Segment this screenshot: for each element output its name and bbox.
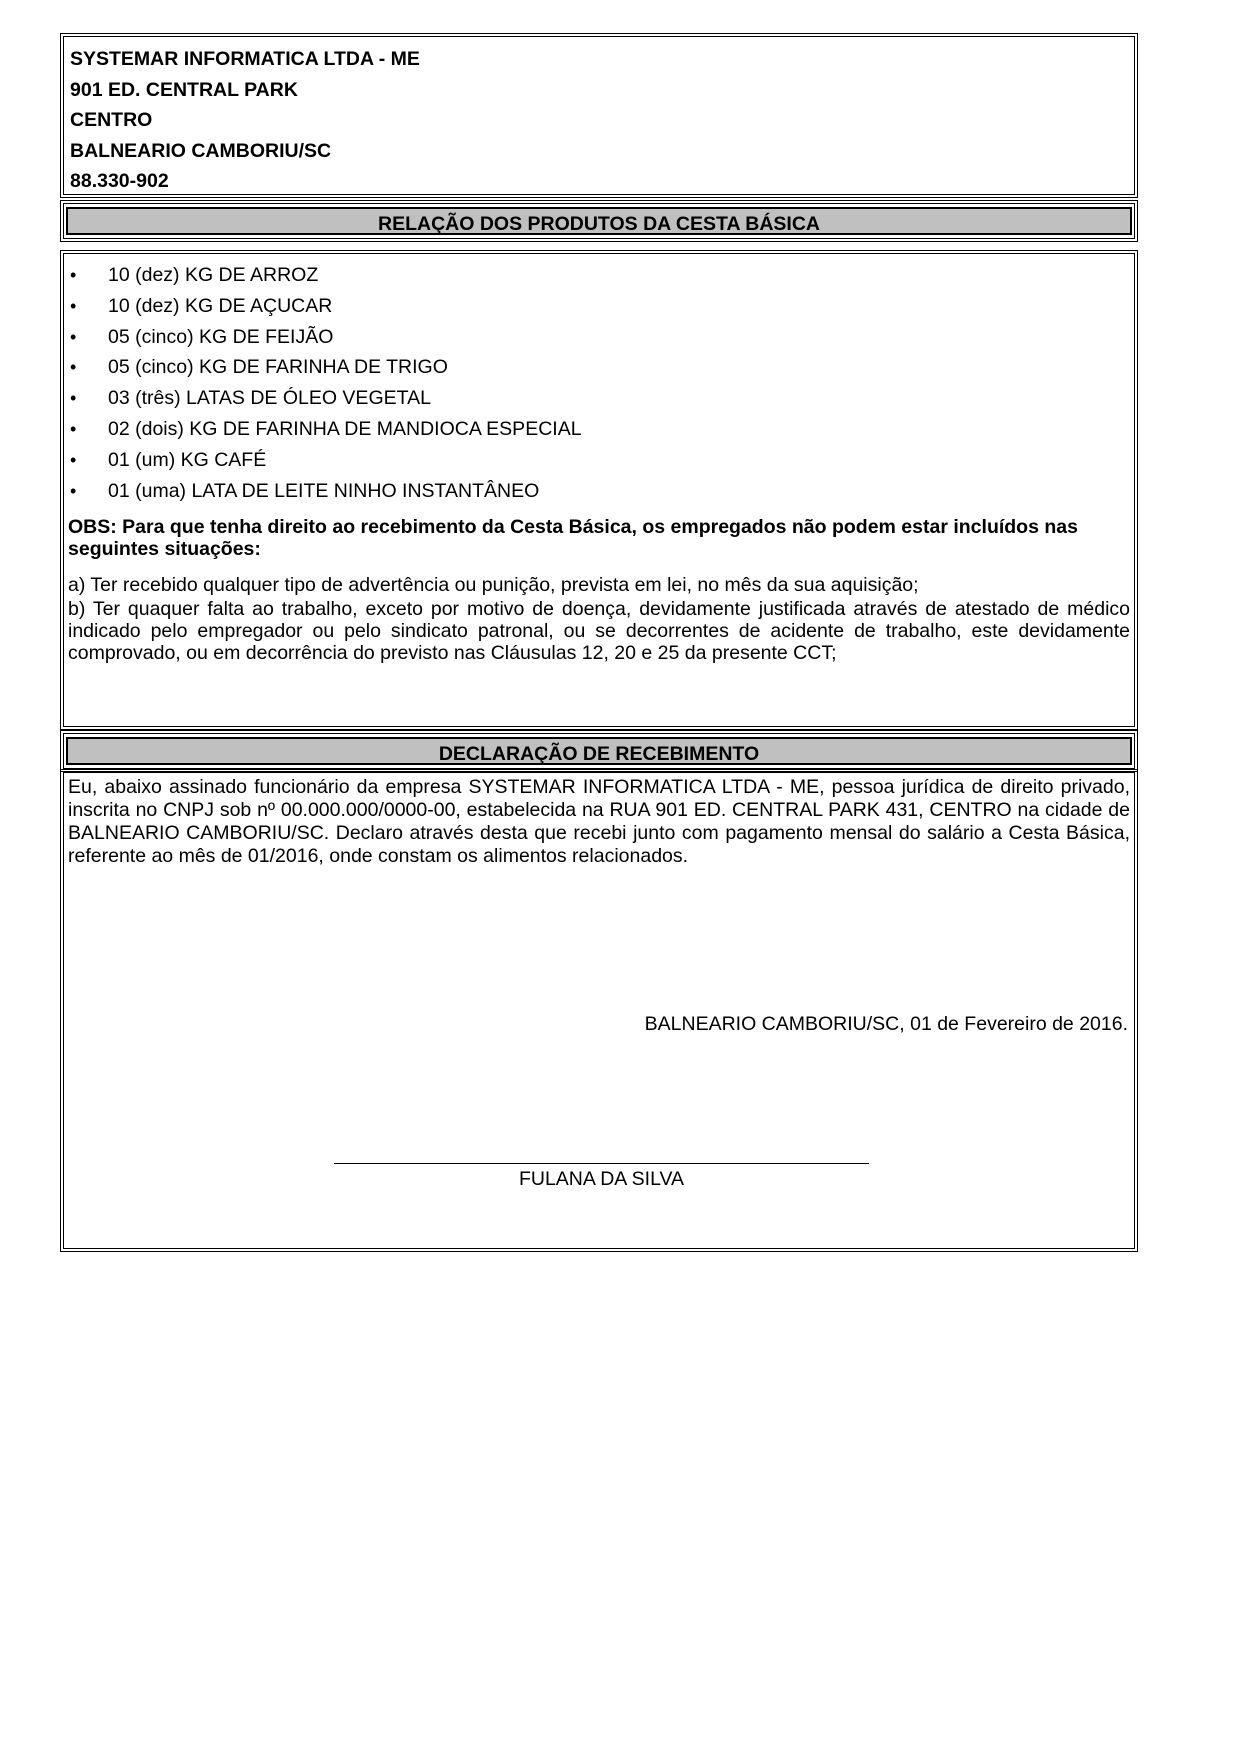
declaration-section [60,769,1138,1252]
products-section [60,250,1138,730]
bullet-icon: • [70,388,77,409]
clause-b: b) Ter quaquer falta ao trabalho, exceto por motivo de doença, devidamente justificada através de atestado de médico indicado pelo empregador ou pelo sindicato patronal, ou se decorrentes de acidente de trabalho, este devidamente comprovado, ou em decorrência do previsto nas Cláusulas 12, 20 e 25 da presente CCT; [68,598,1130,665]
list-item [68,352,1130,383]
bullet-icon: • [70,295,77,316]
bullet-icon: • [70,449,77,470]
list-item [68,445,1130,476]
signature-line [334,1163,869,1164]
product-label: 05 (cinco) KG DE FARINHA DE TRIGO [108,356,448,379]
clause-a: a) Ter recebido qualquer tipo de advertência ou punição, prevista em lei, no mês da sua aquisição; [68,574,919,597]
products-title: RELAÇÃO DOS PRODUTOS DA CESTA BÁSICA [66,207,1132,235]
bullet-icon: • [70,326,77,347]
product-label: 01 (um) KG CAFÉ [108,448,267,471]
product-label: 02 (dois) KG DE FARINHA DE MANDIOCA ESPECIAL [108,417,582,440]
list-item [68,260,1130,291]
company-address: 901 ED. CENTRAL PARK [70,78,298,101]
product-label: 10 (dez) KG DE ARROZ [108,264,319,286]
company-header [60,33,1138,198]
company-district: CENTRO [70,109,153,131]
clauses [68,574,1130,664]
bullet-icon: • [70,265,77,285]
product-label: 10 (dez) KG DE AÇUCAR [108,294,333,317]
declaration-section-header [60,730,1138,772]
product-label: 05 (cinco) KG DE FEIJÃO [108,325,334,348]
list-item [68,291,1130,322]
signer-name: FULANA DA SILVA [518,1168,685,1190]
list-item [68,414,1130,445]
bullet-icon: • [70,418,77,439]
place-date: BALNEARIO CAMBORIU/SC, 01 de Fevereiro de 2016. [644,1013,1128,1035]
product-label: 03 (três) LATAS DE ÓLEO VEGETAL [108,387,431,410]
bullet-icon: • [70,480,77,501]
declaration-text: Eu, abaixo assinado funcionário da empresa SYSTEMAR INFORMATICA LTDA - ME, pessoa jurídica de direito privado, inscrita no CNPJ sob nº 00.000.000/0000-00, estabelecida na RUA 901 ED. CENTRAL PARK 431, CENTRO na cidade de BALNEARIO CAMBORIU/SC. Declaro através desta que recebi junto com pagamento mensal do salário a Cesta Básica, referente ao mês de 01/2016, onde constam os alimentos relacionados. [68,776,1130,867]
company-city: BALNEARIO CAMBORIU/SC [70,139,332,162]
obs-note: OBS: Para que tenha direito ao recebimento da Cesta Básica, os empregados não podem estar incluídos nas seguintes situações: [68,516,1078,561]
list-item [68,383,1130,414]
company-name: SYSTEMAR INFORMATICA LTDA - ME [70,48,420,70]
list-item [68,476,1130,507]
list-item [68,322,1130,353]
company-zip: 88.330-902 [70,170,169,192]
product-label: 01 (uma) LATA DE LEITE NINHO INSTANTÂNEO [108,479,540,502]
product-list [68,260,1130,506]
products-section-header [60,200,1138,242]
declaration-title: DECLARAÇÃO DE RECEBIMENTO [66,737,1132,765]
bullet-icon: • [70,357,77,378]
